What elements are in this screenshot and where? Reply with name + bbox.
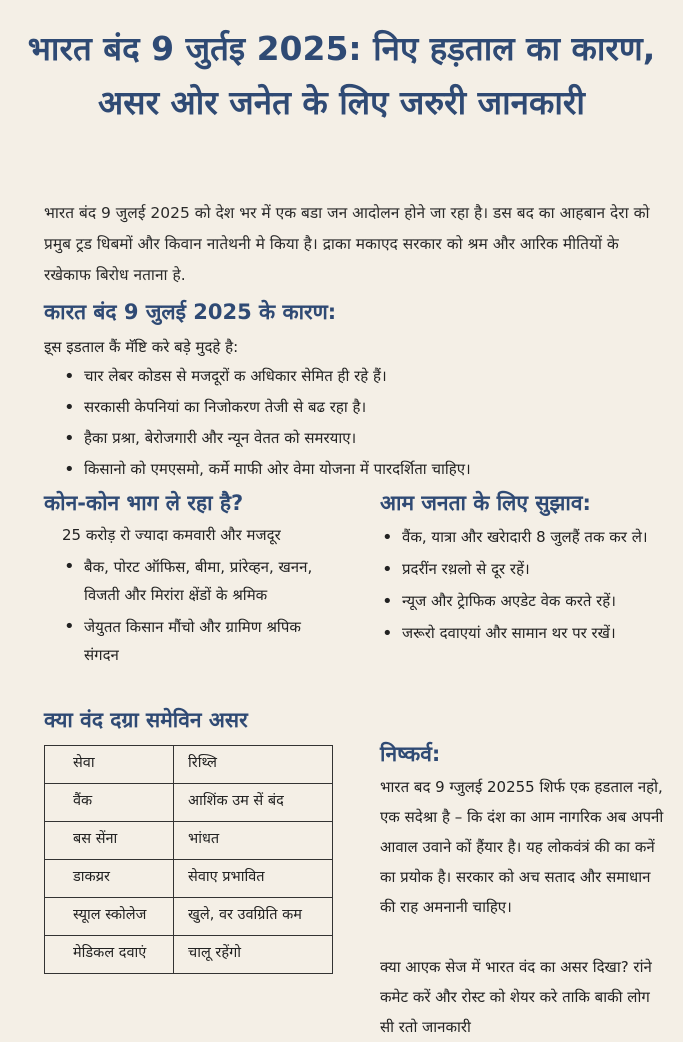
suggestions-heading: आम जनता के लिए सुझाव: <box>380 491 591 515</box>
table-cell: मेडिकल दवाएं <box>45 936 174 974</box>
table-row <box>45 898 333 936</box>
list-item: • न्यूज और ट्रेाफिक अएडेट वेक करते रहें। <box>380 587 662 616</box>
conclusion-text: भारत बद 9 ग्जुलई 20255 शिर्फ एक हडताल नहो, एक सदेश्रा है – कि दंश का आम नागरिक अब अपनी आवाल उवाने कों हैंयार है। यह लोकवंत्रं की का कनें का प्रयोक है। सरकार को अच सताद और समाधान की राह अमनानी चाहिए। <box>380 778 664 916</box>
participants-list <box>62 553 334 669</box>
table-header-row <box>45 746 333 784</box>
table-header-cell: रिथ्लि <box>174 746 333 784</box>
table-cell: स्यूाल स्कोलेज <box>45 898 174 936</box>
intro-paragraph: भारत बंद 9 जुलई 2025 को देश भर में एक बडा जन आदोलन होने जा रहा है। डस बद का आहबान देरा को प्रमुब ट्रड धिबमों और किवान नातेथनी मे किया है। द्राका मकाएद सरकार को श्रम और आरिक मीतियों के रखेकाफ बिरोध नताना हे. <box>44 204 650 284</box>
table-cell: भांधत <box>174 822 333 860</box>
list-item: • चार लेबर कोडस से मजदूरों क अधिकार सेमित ही रहे हैं। <box>62 361 662 392</box>
list-item: • किसानो को एमएसमो, कर्मे माफी ओर वेमा योजना में पारदर्शिता चाहिए। <box>62 454 662 485</box>
table-cell: खुले, वर उवग्रिति कम <box>174 898 333 936</box>
table-cell: डाकय्रर <box>45 860 174 898</box>
list-item: • बैक, पोरट ऑफिस, बीमा, प्रांरेव्हन, खनन, विजती और मिरांरा क्षेंडों के श्रमिक <box>62 553 334 609</box>
table-cell: वैंक <box>45 784 174 822</box>
table-cell: सेवाए प्रभावित <box>174 860 333 898</box>
list-item: • प्रदरींन रथ़लो से दूर रहें। <box>380 555 662 584</box>
participants-heading: कोन-कोन भाग ले रहा है? <box>44 491 244 515</box>
share-prompt: क्या आएक सेज में भारत वंद का असर दिखा? रांने कमेट करें और रोस्ट को शेयर करे ताकि बाकी लोग सी रतो जानकारी <box>380 958 652 1036</box>
list-item: • जरूरो दवाएयां और सामान थर पर रखें। <box>380 619 662 648</box>
table-cell: आशिंक उम सें बंद <box>174 784 333 822</box>
participants-subtitle: 25 करोड़ रो ज्यादा कमवारी और मजदूर <box>62 526 281 544</box>
table-row <box>45 822 333 860</box>
list-item: • सरकासी केपनियां का निजोकरण तेजी से बढ रहा है। <box>62 392 662 423</box>
impact-heading: क्या वंद दग्रा समेविन असर <box>44 708 248 732</box>
table-row <box>45 860 333 898</box>
page-title: भारत बंद 9 जुर्तइ 2025: निए हड़ताल का कारण, असर ओर जनेत के लिए जरुरी जानकारी <box>27 29 656 122</box>
table-row <box>45 784 333 822</box>
reasons-list <box>62 361 662 485</box>
list-item: • वैंक, यात्रा और खरेादारी 8 जुलहैं तक कर ले। <box>380 523 662 552</box>
table-row <box>45 936 333 974</box>
table-cell: चालू रहेंगो <box>174 936 333 974</box>
suggestions-list <box>380 523 662 648</box>
reasons-heading: कारत बंद 9 जुलई 2025 के कारण: <box>44 300 337 324</box>
list-item: • हैका प्रश्रा, बेरोजगारी और न्यून वेतत को समरयाए। <box>62 423 662 454</box>
table-header-cell: सेवा <box>45 746 174 784</box>
list-item: • जेयुतत किसान मौंचो और ग्रामिण श्रपिक संगदन <box>62 613 334 669</box>
reasons-subtitle: इ्स इडताल कैं मॅष्टि करे बड़े मुदहे है: <box>44 338 239 356</box>
table-cell: बस सेंना <box>45 822 174 860</box>
conclusion-heading: निष्कर्व: <box>380 742 441 766</box>
impact-table <box>44 745 333 974</box>
